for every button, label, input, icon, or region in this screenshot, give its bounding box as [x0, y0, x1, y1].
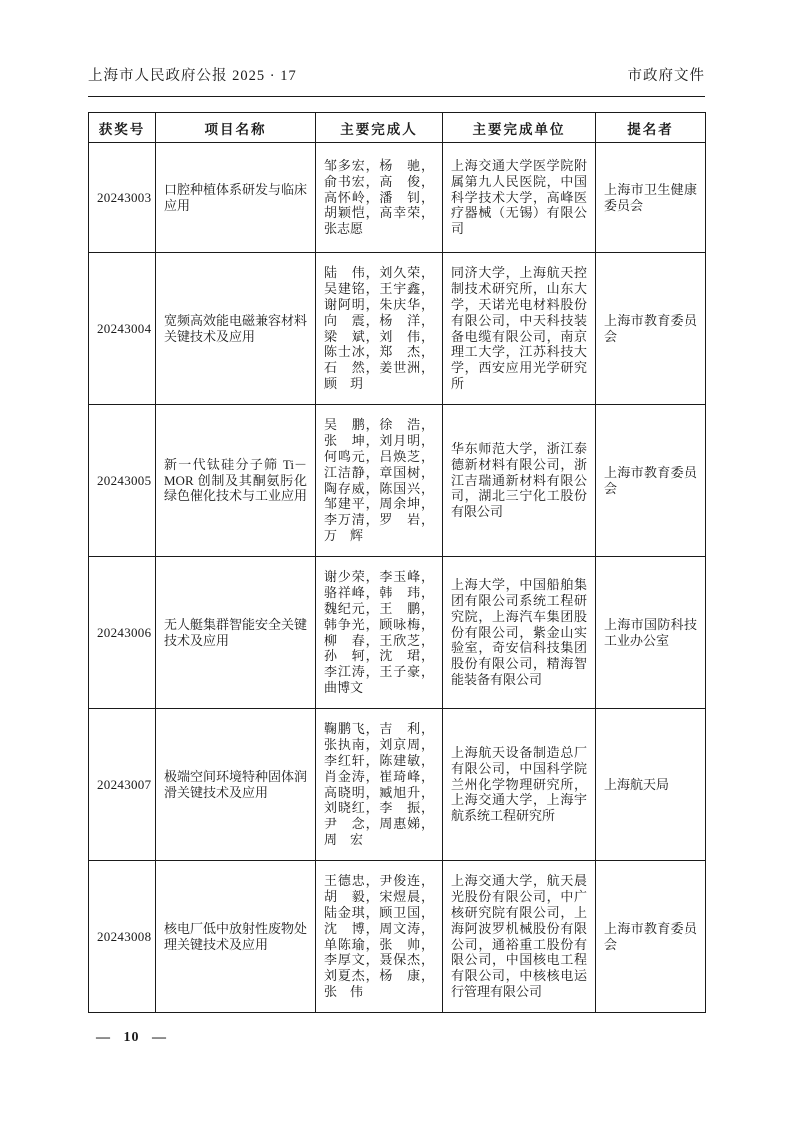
nominator-cell: 上海市国防科技工业办公室: [596, 557, 706, 709]
table-row: [89, 143, 706, 253]
running-header: [88, 0, 705, 97]
contributors-cell: 邹多宏，杨 驰，俞书宏，高 俊，高怀岭，潘 钊，胡颖恺，高幸荣，张志愿: [316, 143, 443, 253]
col-header-nominator: 提名者: [596, 113, 706, 143]
col-header-organizations: 主要完成单位: [443, 113, 596, 143]
award-number-cell: 20243007: [89, 709, 156, 861]
award-number-cell: 20243003: [89, 143, 156, 253]
contributors-cell: 王德忠，尹俊连，胡 毅，宋煜晨，陆金琪，顾卫国，沈 博，周文涛，单陈瑜，张 帅，李厚文，聂保杰，刘夏杰，杨 康，张 伟: [316, 861, 443, 1013]
organizations-cell: 上海大学，中国船舶集团有限公司系统工程研究院，上海汽车集团股份有限公司，紫金山实验室，奇安信科技集团股份有限公司，精海智能装备有限公司: [443, 557, 596, 709]
organizations-cell: 同济大学，上海航天控制技术研究所，山东大学，天诺光电材料股份有限公司，中天科技装备电缆有限公司，南京理工大学，江苏科技大学，西安应用光学研究所: [443, 253, 596, 405]
project-name-cell: 新一代钛硅分子筛 Ti－MOR 创制及其酮氨肟化绿色催化技术与工业应用: [156, 405, 316, 557]
col-header-award-no: 获奖号: [89, 113, 156, 143]
nominator-cell: 上海市教育委员会: [596, 253, 706, 405]
awards-table: [88, 112, 706, 1013]
gazette-title: 上海市人民政府公报 2025 · 17: [88, 68, 297, 84]
organizations-cell: 上海交通大学，航天晨光股份有限公司，中广核研究院有限公司，上海阿波罗机械股份有限公司，通裕重工股份有限公司，中国核电工程有限公司，中核核电运行管理有限公司: [443, 861, 596, 1013]
project-name-cell: 核电厂低中放射性废物处理关键技术及应用: [156, 861, 316, 1013]
organizations-cell: 上海交通大学医学院附属第九人民医院，中国科学技术大学，高峰医疗器械（无锡）有限公司: [443, 143, 596, 253]
project-name-cell: 无人艇集群智能安全关键技术及应用: [156, 557, 316, 709]
project-name-cell: 宽频高效能电磁兼容材料关键技术及应用: [156, 253, 316, 405]
organizations-cell: 上海航天设备制造总厂有限公司，中国科学院兰州化学物理研究所，上海交通大学，上海宇航系统工程研究所: [443, 709, 596, 861]
table-row: [89, 557, 706, 709]
contributors-cell: 陆 伟，刘久荣，吴建铭，王宇鑫，谢阿明，朱庆华，向 震，杨 洋，梁 斌，刘 伟，陈士冰，郑 杰，石 然，姜世洲，顾 玥: [316, 253, 443, 405]
nominator-cell: 上海市教育委员会: [596, 861, 706, 1013]
award-number-cell: 20243005: [89, 405, 156, 557]
table-row: [89, 253, 706, 405]
award-number-cell: 20243004: [89, 253, 156, 405]
nominator-cell: 上海市卫生健康委员会: [596, 143, 706, 253]
col-header-project: 项目名称: [156, 113, 316, 143]
col-header-contributors: 主要完成人: [316, 113, 443, 143]
contributors-cell: 鞠鹏飞，吉 利，张执南，刘京周，李红轩，陈建敏，肖金涛，崔琦峰，高晓明，臧旭升，刘晓红，李 振，尹 念，周惠娣，周 宏: [316, 709, 443, 861]
organizations-cell: 华东师范大学，浙江泰德新材料有限公司，浙江吉瑞通新材料有限公司，湖北三宁化工股份有限公司: [443, 405, 596, 557]
project-name-cell: 口腔种植体系研发与临床应用: [156, 143, 316, 253]
table-row: [89, 861, 706, 1013]
page-number: — 10 —: [96, 1030, 167, 1045]
nominator-cell: 上海航天局: [596, 709, 706, 861]
award-number-cell: 20243008: [89, 861, 156, 1013]
section-label: 市政府文件: [627, 68, 705, 84]
contributors-cell: 谢少荣，李玉峰，骆祥峰，韩 玮，魏纪元，王 鹏，韩争光，顾咏梅，柳 春，王欣芝，孙 轲，沈 珺，李江涛，王子豪，曲博文: [316, 557, 443, 709]
table-row: [89, 405, 706, 557]
contributors-cell: 吴 鹏，徐 浩，张 坤，刘月明，何鸣元，吕焕芝，江洁静，章国树，陶存威，陈国兴，邹建平，周余坤，李万清，罗 岩，万 辉: [316, 405, 443, 557]
table-header-row: [89, 113, 706, 143]
table-row: [89, 709, 706, 861]
project-name-cell: 极端空间环境特种固体润滑关键技术及应用: [156, 709, 316, 861]
page-content: [88, 0, 705, 1046]
award-number-cell: 20243006: [89, 557, 156, 709]
nominator-cell: 上海市教育委员会: [596, 405, 706, 557]
